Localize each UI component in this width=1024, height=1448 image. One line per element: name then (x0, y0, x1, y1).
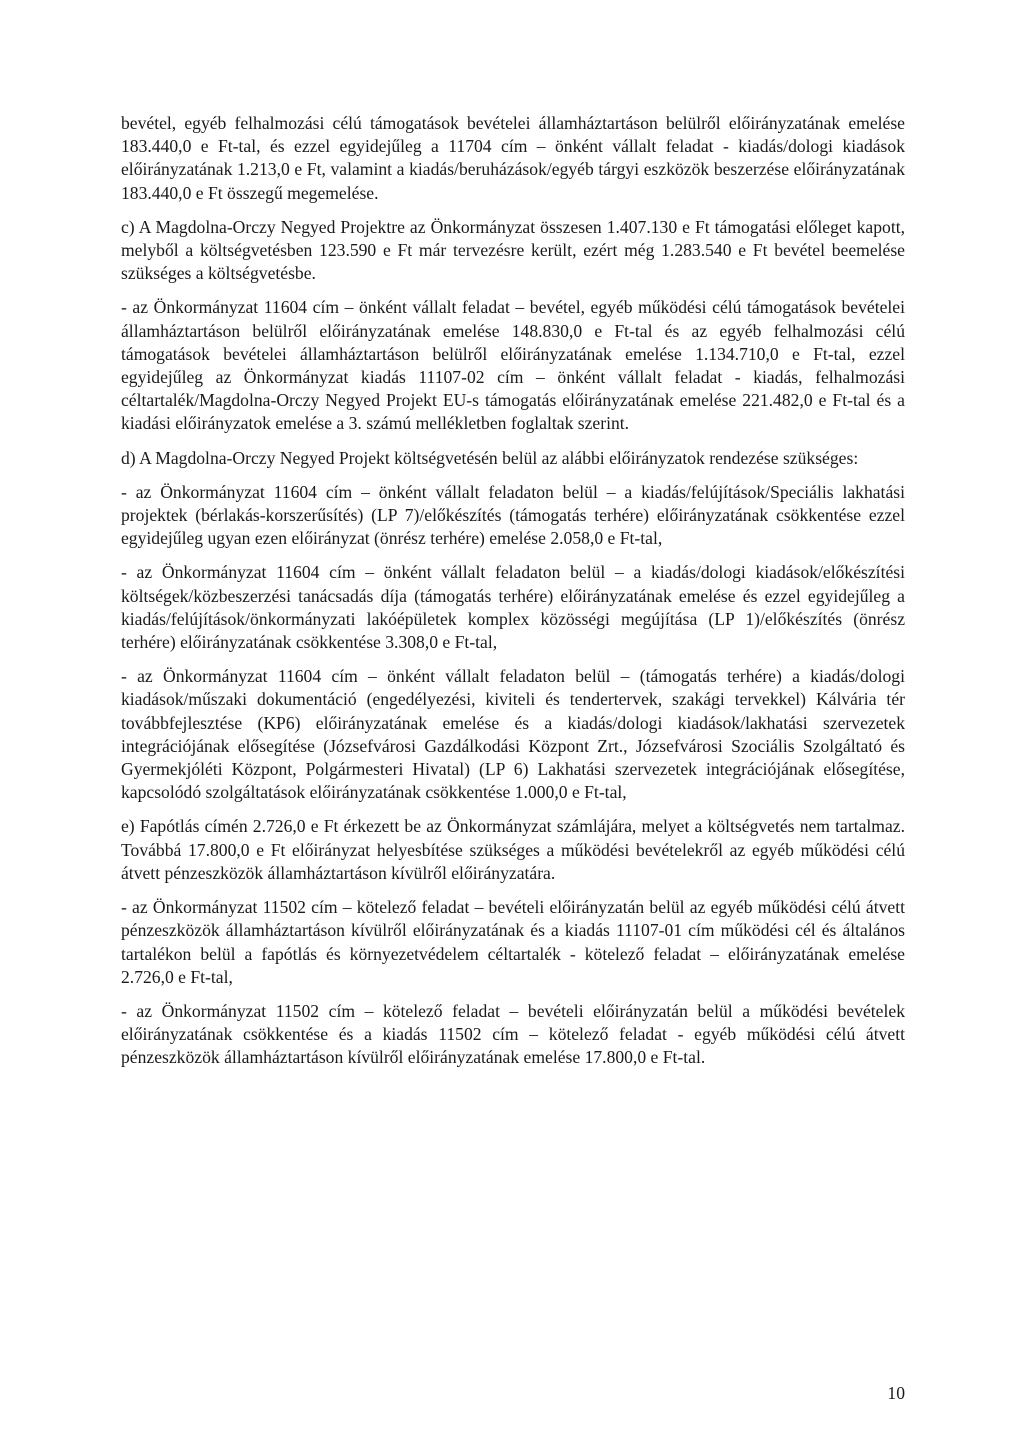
paragraph-1: bevétel, egyéb felhalmozási célú támogatások bevételei államháztartáson belülről előirányzatának emelése 183.440,0 e Ft-tal, és ezzel egyidejűleg a 11704 cím – önként vállalt feladat - kiadás/dologi kiadások előirányzatának 1.213,0 e Ft, valamint a kiadás/beruházások/egyéb tárgyi eszközök beszerzése előirányzatának 183.440,0 e Ft összegű megemelése. (121, 113, 905, 203)
document-body (121, 112, 905, 1081)
paragraph-3: - az Önkormányzat 11604 cím – önként vállalt feladat – bevétel, egyéb működési célú támogatások bevételei államháztartáson belülről előirányzatának emelése 148.830,0 e Ft-tal és az egyéb felhalmozási célú támogatások bevételei államháztartáson belülről előirányzatának emelése 1.134.710,0 e Ft-tal, ezzel egyidejűleg az Önkormányzat kiadás 11107-02 cím – önként vállalt feladat - kiadás, felhalmozási céltartalék/Magdolna-Orczy Negyed Projekt EU-s támogatás előirányzatának emelése 221.482,0 e Ft-tal és a kiadási előirányzatok emelése a 3. számú mellékletben foglaltak szerint. (121, 297, 905, 434)
paragraph-7: - az Önkormányzat 11604 cím – önként vállalt feladaton belül – (támogatás terhére) a kiadás/dologi kiadások/műszaki dokumentáció (engedélyezési, kiviteli és tendertervek, szakági tervekkel) Kálvária tér továbbfejlesztése (KP6) előirányzatának emelése és a kiadás/dologi kiadások/lakhatási szervezetek integrációjának elősegítése (Józsefvárosi Gazdálkodási Központ Zrt., Józsefvárosi Szociális Szolgáltató és Gyermekjóléti Központ, Polgármesteri Hivatal) (LP 6) Lakhatási szervezetek integrációjának elősegítése, kapcsolódó szolgáltatások előirányzatának csökkentése 1.000,0 e Ft-tal, (121, 666, 905, 803)
paragraph-4: d) A Magdolna-Orczy Negyed Projekt költségvetésén belül az alábbi előirányzatok rendezése szükséges: (121, 447, 859, 468)
paragraph-6: - az Önkormányzat 11604 cím – önként vállalt feladaton belül – a kiadás/dologi kiadások/előkészítési költségek/közbeszerzési tanácsadás díja (támogatás terhére) előirányzatának emelése és ezzel egyidejűleg a kiadás/felújítások/önkormányzati lakóépületek komplex közösségi megújítása (LP 1)/előkészítés (önrész terhére) előirányzatának csökkentése 3.308,0 e Ft-tal, (121, 562, 905, 653)
paragraph-5: - az Önkormányzat 11604 cím – önként vállalt feladaton belül – a kiadás/felújítások/Speciális lakhatási projektek (bérlakás-korszerűsítés) (LP 7)/előkészítés (támogatás terhére) előirányzatának csökkentése ezzel egyidejűleg ugyan ezen előirányzat (önrész terhére) emelése 2.058,0 e Ft-tal, (121, 481, 905, 549)
page-number: 10 (887, 1383, 905, 1403)
paragraph-2: c) A Magdolna-Orczy Negyed Projektre az Önkormányzat összesen 1.407.130 e Ft támogatási előleget kapott, melyből a költségvetésben 123.590 e Ft már tervezésre került, ezért még 1.283.540 e Ft bevétel beemelése szükséges a költségvetésbe. (121, 216, 905, 284)
paragraph-8: e) Fapótlás címén 2.726,0 e Ft érkezett be az Önkormányzat számlájára, melyet a költségvetés nem tartalmaz. Továbbá 17.800,0 e Ft előirányzat helyesbítése szükséges a működési bevételekről az egyéb működési célú átvett pénzeszközök államháztartáson kívülről előirányzatára. (121, 816, 905, 883)
paragraph-10: - az Önkormányzat 11502 cím – kötelező feladat – bevételi előirányzatán belül a működési bevételek előirányzatának csökkentése és a kiadás 11502 cím – kötelező feladat - egyéb működési célú átvett pénzeszközök államháztartáson kívülről előirányzatának emelése 17.800,0 e Ft-tal. (121, 1000, 905, 1068)
paragraph-9: - az Önkormányzat 11502 cím – kötelező feladat – bevételi előirányzatán belül az egyéb működési célú átvett pénzeszközök államháztartáson kívülről előirányzatának és a kiadás 11107-01 cím működési cél és általános tartalékon belül a fapótlás és környezetvédelem céltartalék - kötelező feladat – előirányzatának emelése 2.726,0 e Ft-tal, (121, 897, 905, 987)
